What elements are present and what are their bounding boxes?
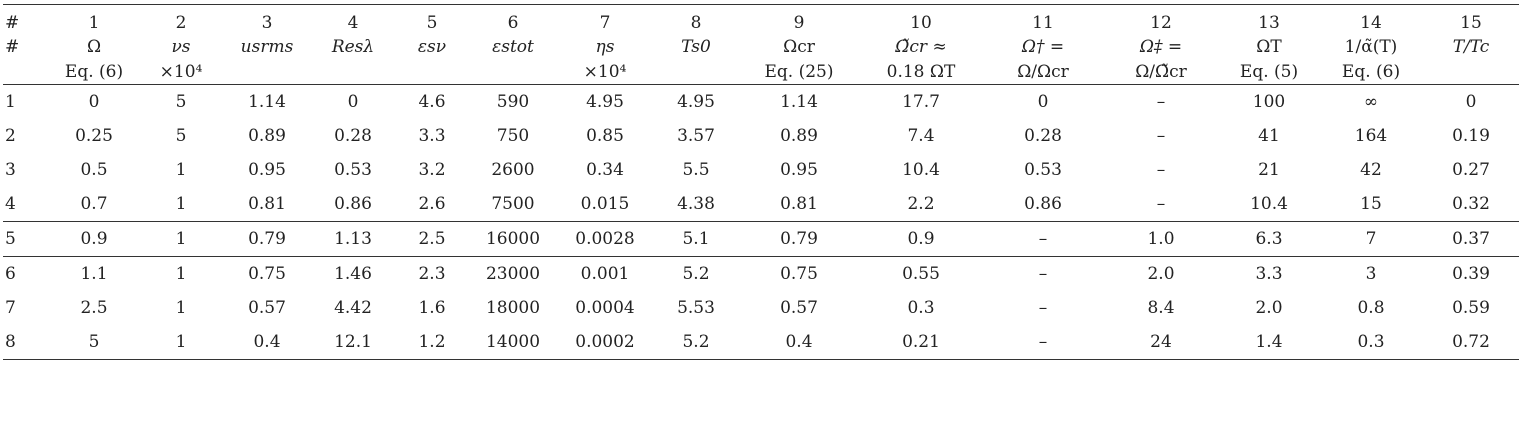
table-row: [3, 257, 1519, 292]
table-row-cell: 0.57: [780, 298, 818, 318]
header-number-row-cell: #: [3, 5, 49, 35]
table-row-cell: 0.25: [75, 126, 113, 146]
table-row-cell: 8: [3, 325, 49, 360]
table-row-cell: 0.21: [859, 325, 983, 360]
table-row-cell: 0.89: [248, 126, 286, 146]
header-note-row-cell: [653, 60, 739, 85]
header-note-row-cell: Ω/Ω̃cr: [1103, 60, 1219, 85]
header-note-row-cell: [311, 60, 395, 85]
table-row-cell: 0.79: [739, 222, 859, 257]
table-row-cell: 0.0028: [557, 222, 653, 257]
header-number-row-cell: 4: [311, 5, 395, 35]
table-row-cell: 8.4: [1147, 298, 1175, 318]
header-number-row-cell: 9: [739, 5, 859, 35]
table-row-cell: 0.95: [248, 160, 286, 180]
table-row-cell: 4.38: [677, 194, 715, 214]
table-row-cell: 0: [1037, 92, 1049, 112]
header-symbol-row-cell: ΩT: [1256, 37, 1282, 57]
header-note-row-cell: [395, 60, 469, 85]
table-row-cell: 1: [175, 194, 187, 214]
table-row-cell: 1.14: [248, 92, 286, 112]
table-row-cell: 0.86: [334, 194, 372, 214]
table-row-cell: 1: [139, 257, 223, 292]
table-row-cell: 4.6: [418, 92, 446, 112]
table-row-cell: 1.46: [311, 257, 395, 292]
table-row-cell: 164: [1354, 126, 1388, 146]
header-symbol-row-cell: 1/α̃(T): [1344, 37, 1398, 57]
header-symbol-row-cell: usrms: [240, 37, 294, 57]
table-row-cell: 0.81: [780, 194, 818, 214]
header-symbol-row-cell: εsν: [417, 37, 447, 57]
table-row-cell: 2.6: [418, 194, 446, 214]
table-row-cell: 0.7: [80, 194, 108, 214]
table-row-cell: 0.72: [1423, 325, 1519, 360]
table-row-cell: 7.4: [907, 126, 935, 146]
table-row-cell: –: [1156, 160, 1166, 180]
header-number-row-cell: 8: [653, 5, 739, 35]
table-row-cell: 16000: [469, 222, 557, 257]
header-symbol-row-cell: Ω† =: [1021, 37, 1065, 57]
table-row-cell: 100: [1252, 92, 1286, 112]
table-row-cell: 21: [1258, 160, 1280, 180]
table-row-cell: 4: [5, 194, 16, 214]
table-row-cell: 2.3: [395, 257, 469, 292]
table-row: [3, 119, 1519, 153]
table-row-cell: 5: [3, 222, 49, 257]
header-symbol-row-cell: Ts0: [681, 37, 711, 57]
header-note-row-cell: Eq. (6): [49, 60, 139, 85]
header-note-row-cell: [3, 60, 49, 85]
table-row: [3, 85, 1519, 120]
table-row-cell: 0.37: [1423, 222, 1519, 257]
table-row-cell: 7500: [491, 194, 535, 214]
header-symbol-row-cell: Ωcr: [783, 37, 815, 57]
table-row-cell: 0.55: [859, 257, 983, 292]
header-symbol-row-cell: Ω‡ =: [1139, 37, 1183, 57]
table-row-cell: 1.6: [418, 298, 446, 318]
header-symbol-row-cell: T/Tc: [1452, 37, 1490, 57]
table-row-cell: 2.5: [80, 298, 108, 318]
table-row: [3, 325, 1519, 360]
table-row-cell: 0.34: [586, 160, 624, 180]
table-row-cell: 0.19: [1452, 126, 1490, 146]
header-number-row-cell: 2: [139, 5, 223, 35]
table-row-cell: 1.14: [780, 92, 818, 112]
table-row-cell: 3: [5, 160, 16, 180]
table-row-cell: 23000: [469, 257, 557, 292]
table-row: [3, 187, 1519, 222]
table-row-cell: 750: [496, 126, 530, 146]
table-row-cell: 1.1: [49, 257, 139, 292]
header-symbol-row: [3, 34, 1519, 60]
header-note-row: [3, 60, 1519, 85]
table-row-cell: 0: [88, 92, 100, 112]
header-number-row-cell: 10: [859, 5, 983, 35]
table-row-cell: 7: [5, 298, 16, 318]
table-row-cell: 3.3: [1219, 257, 1319, 292]
table-row-cell: 1.13: [311, 222, 395, 257]
header-note-row-cell: [469, 60, 557, 85]
table-row-cell: 0.75: [739, 257, 859, 292]
table-row-cell: 4.95: [586, 92, 624, 112]
table-row-cell: 0: [1465, 92, 1477, 112]
table-row-cell: 0.0004: [575, 298, 635, 318]
table-row: [3, 291, 1519, 325]
table-row: [3, 153, 1519, 187]
parameter-table: [3, 4, 1519, 360]
header-number-row-cell: 11: [983, 5, 1103, 35]
table-row-cell: 3: [1319, 257, 1423, 292]
table-row-cell: 0.32: [1452, 194, 1490, 214]
table-row-cell: 0.89: [780, 126, 818, 146]
header-note-row-cell: Eq. (25): [739, 60, 859, 85]
table-row-cell: 18000: [485, 298, 541, 318]
table-row-cell: 0.75: [223, 257, 311, 292]
table-row-cell: 0.3: [907, 298, 935, 318]
table-row-cell: 4.42: [334, 298, 372, 318]
table-row-cell: 4.95: [677, 92, 715, 112]
table-row-cell: 5.2: [653, 325, 739, 360]
table-row-cell: 0.53: [1024, 160, 1062, 180]
table-row-cell: 0.57: [248, 298, 286, 318]
table-row-cell: 6: [3, 257, 49, 292]
header-number-row-cell: 5: [395, 5, 469, 35]
table-row-cell: 2.0: [1255, 298, 1283, 318]
table-row-cell: 0.86: [1024, 194, 1062, 214]
table-row-cell: 1: [175, 298, 187, 318]
table-row-cell: 10.4: [1250, 194, 1288, 214]
table-row-cell: 0.4: [223, 325, 311, 360]
table-row-cell: 0.85: [586, 126, 624, 146]
header-note-row-cell: ×10⁴: [139, 60, 223, 85]
table-row-cell: 2600: [491, 160, 535, 180]
table-row-cell: 2.5: [395, 222, 469, 257]
table-row-cell: 1.0: [1103, 222, 1219, 257]
table-row-cell: 6.3: [1219, 222, 1319, 257]
table-row-cell: 0.39: [1423, 257, 1519, 292]
table-row-cell: 0.59: [1452, 298, 1490, 318]
table-row-cell: 0.3: [1319, 325, 1423, 360]
header-number-row: [3, 5, 1519, 35]
table-row-cell: 1: [139, 222, 223, 257]
table-row-cell: 0.0002: [557, 325, 653, 360]
table-row-cell: 3.3: [418, 126, 446, 146]
table-row-cell: 0.79: [223, 222, 311, 257]
header-number-row-cell: 14: [1319, 5, 1423, 35]
table-row-cell: 0.5: [80, 160, 108, 180]
table-row-cell: ∞: [1363, 92, 1379, 112]
header-number-row-cell: 6: [469, 5, 557, 35]
table-row-cell: 5.53: [677, 298, 715, 318]
table-row-cell: 0.28: [334, 126, 372, 146]
table-row-cell: 1: [139, 325, 223, 360]
table-row-cell: 5.2: [653, 257, 739, 292]
table-row-cell: 2: [5, 126, 16, 146]
table-row-cell: 24: [1103, 325, 1219, 360]
table-row-cell: 2.0: [1103, 257, 1219, 292]
table-row-cell: 0.9: [859, 222, 983, 257]
table-row-cell: 17.7: [902, 92, 940, 112]
table-row-cell: 5.1: [653, 222, 739, 257]
table-row-cell: 0.28: [1024, 126, 1062, 146]
table-row-cell: 3.2: [418, 160, 446, 180]
table-row-cell: 0.015: [580, 194, 630, 214]
header-note-row-cell: 0.18 ΩT: [859, 60, 983, 85]
table-row-cell: 7: [1319, 222, 1423, 257]
header-symbol-row-cell: Ω: [86, 37, 102, 57]
table-row-cell: 10.4: [902, 160, 940, 180]
header-symbol-row-cell: νs: [171, 37, 191, 57]
table-row-cell: –: [983, 257, 1103, 292]
table-row-cell: –: [1038, 298, 1048, 318]
table-row-cell: –: [983, 325, 1103, 360]
table-row-cell: 0.27: [1452, 160, 1490, 180]
table-row-cell: –: [983, 222, 1103, 257]
header-symbol-row-cell: Resλ: [331, 37, 375, 57]
table-row-cell: 0.53: [334, 160, 372, 180]
header-note-row-cell: [223, 60, 311, 85]
header-note-row-cell: Ω/Ωcr: [983, 60, 1103, 85]
table-row-cell: 12.1: [311, 325, 395, 360]
header-number-row-cell: 15: [1423, 5, 1519, 35]
table-row-cell: 0.81: [248, 194, 286, 214]
header-number-row-cell: 12: [1103, 5, 1219, 35]
table-row-cell: 5: [49, 325, 139, 360]
table-row-cell: 1.4: [1219, 325, 1319, 360]
table-row-cell: 1: [175, 160, 187, 180]
header-symbol-row-cell: Ω̃cr ≈: [895, 37, 947, 57]
header-symbol-row-cell: ηs: [595, 37, 615, 57]
header-symbol-row-cell: εstot: [492, 37, 534, 57]
table-row-cell: 0.4: [739, 325, 859, 360]
table-row-cell: –: [1156, 194, 1166, 214]
header-note-row-cell: ×10⁴: [557, 60, 653, 85]
table-row-cell: 0.8: [1357, 298, 1385, 318]
table-row-cell: 42: [1360, 160, 1382, 180]
header-note-row-cell: Eq. (6): [1319, 60, 1423, 85]
table-row-cell: 5: [175, 92, 187, 112]
table-row-cell: 15: [1360, 194, 1382, 214]
table-row-cell: 0.001: [557, 257, 653, 292]
table-row-cell: 14000: [469, 325, 557, 360]
header-note-row-cell: [1423, 60, 1519, 85]
header-number-row-cell: 1: [49, 5, 139, 35]
table-row: [3, 222, 1519, 257]
table-row-cell: 5: [175, 126, 187, 146]
header-number-row-cell: 7: [557, 5, 653, 35]
table-row-cell: 41: [1258, 126, 1280, 146]
table-row-cell: 5.5: [682, 160, 710, 180]
table-row-cell: 0: [347, 92, 359, 112]
table-row-cell: 0.95: [780, 160, 818, 180]
table-row-cell: –: [1156, 92, 1166, 112]
header-number-row-cell: 3: [223, 5, 311, 35]
header-note-row-cell: Eq. (5): [1219, 60, 1319, 85]
header-number-row-cell: 13: [1219, 5, 1319, 35]
table-row-cell: 3.57: [677, 126, 715, 146]
table-row-cell: 1: [5, 92, 16, 112]
table-row-cell: 1.2: [395, 325, 469, 360]
table-row-cell: 2.2: [907, 194, 935, 214]
table-row-cell: 590: [496, 92, 530, 112]
header-symbol-row-cell: #: [5, 37, 20, 57]
table-row-cell: 0.9: [49, 222, 139, 257]
table-row-cell: –: [1156, 126, 1166, 146]
